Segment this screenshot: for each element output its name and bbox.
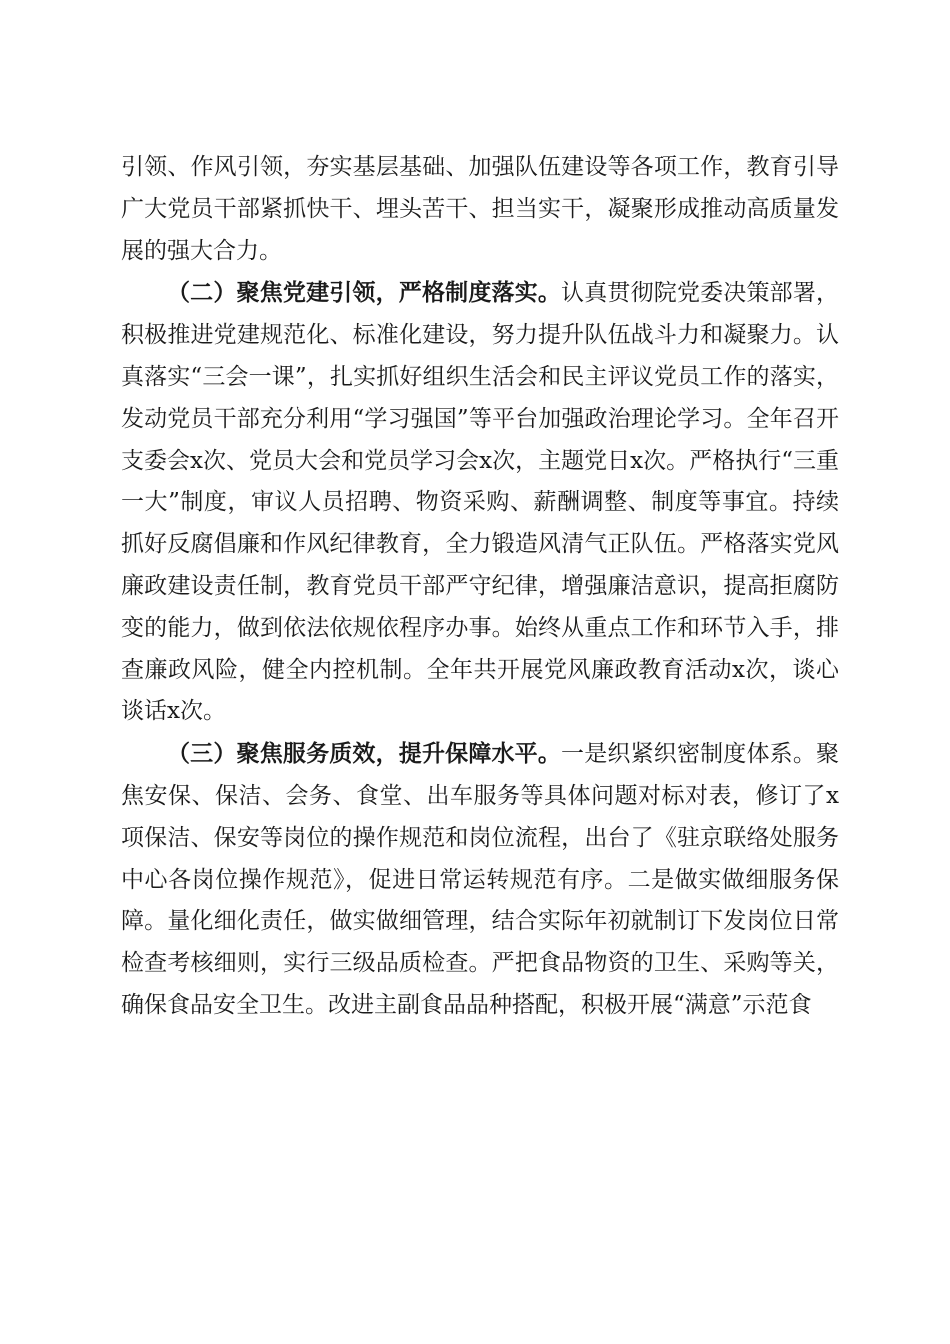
paragraph-continuation <box>121 147 839 272</box>
section-heading-3: （三）聚焦服务质效，提升保障水平。 <box>167 740 562 768</box>
section-heading-2: （二）聚焦党建引领，严格制度落实。 <box>167 279 562 307</box>
paragraph-party-building <box>121 272 839 733</box>
paragraph-text: 认真贯彻院党委决策部署，积极推进党建规范化、标准化建设，努力提升队伍战斗力和凝聚力。认真落实“三会一课”，扎实抓好组织生活会和民主评议党员工作的落实，发动党员干部充分利用“学习强国”等平台加强政治理论学习。全年召开支委会x次、党员大会和党员学习会x次，主题党日x次。严格执行“三重一大”制度，审议人员招聘、物资采购、薪酬调整、制度等事宜。持续抓好反腐倡廉和作风纪律教育，全力锻造风清气正队伍。严格落实党风廉政建设责任制，教育党员干部严守纪律，增强廉洁意识，提高拒腐防变的能力，做到依法依规依程序办事。始终从重点工作和环节入手，排查廉政风险，健全内控机制。全年共开展党风廉政教育活动x次，谈心谈话x次。 <box>121 280 840 725</box>
paragraph-service-quality <box>121 733 839 1027</box>
paragraph-text: 一是织紧织密制度体系。聚焦安保、保洁、会务、食堂、出车服务等具体问题对标对表，修订了x项保洁、保安等岗位的操作规范和岗位流程，出台了《驻京联络处服务中心各岗位操作规范》，促进日常运转规范有序。二是做实做细服务保障。量化细化责任，做实做细管理，结合实际年初就制订下发岗位日常检查考核细则，实行三级品质检查。严把食品物资的卫生、采购等关，确保食品安全卫生。改进主副食品品种搭配，积极开展“满意”示范食 <box>121 741 840 1018</box>
paragraph-text: 引领、作风引领，夯实基层基础、加强队伍建设等各项工作，教育引导广大党员干部紧抓快干、埋头苦干、担当实干，凝聚形成推动高质量发展的强大合力。 <box>121 154 839 264</box>
document-body <box>121 147 839 1027</box>
